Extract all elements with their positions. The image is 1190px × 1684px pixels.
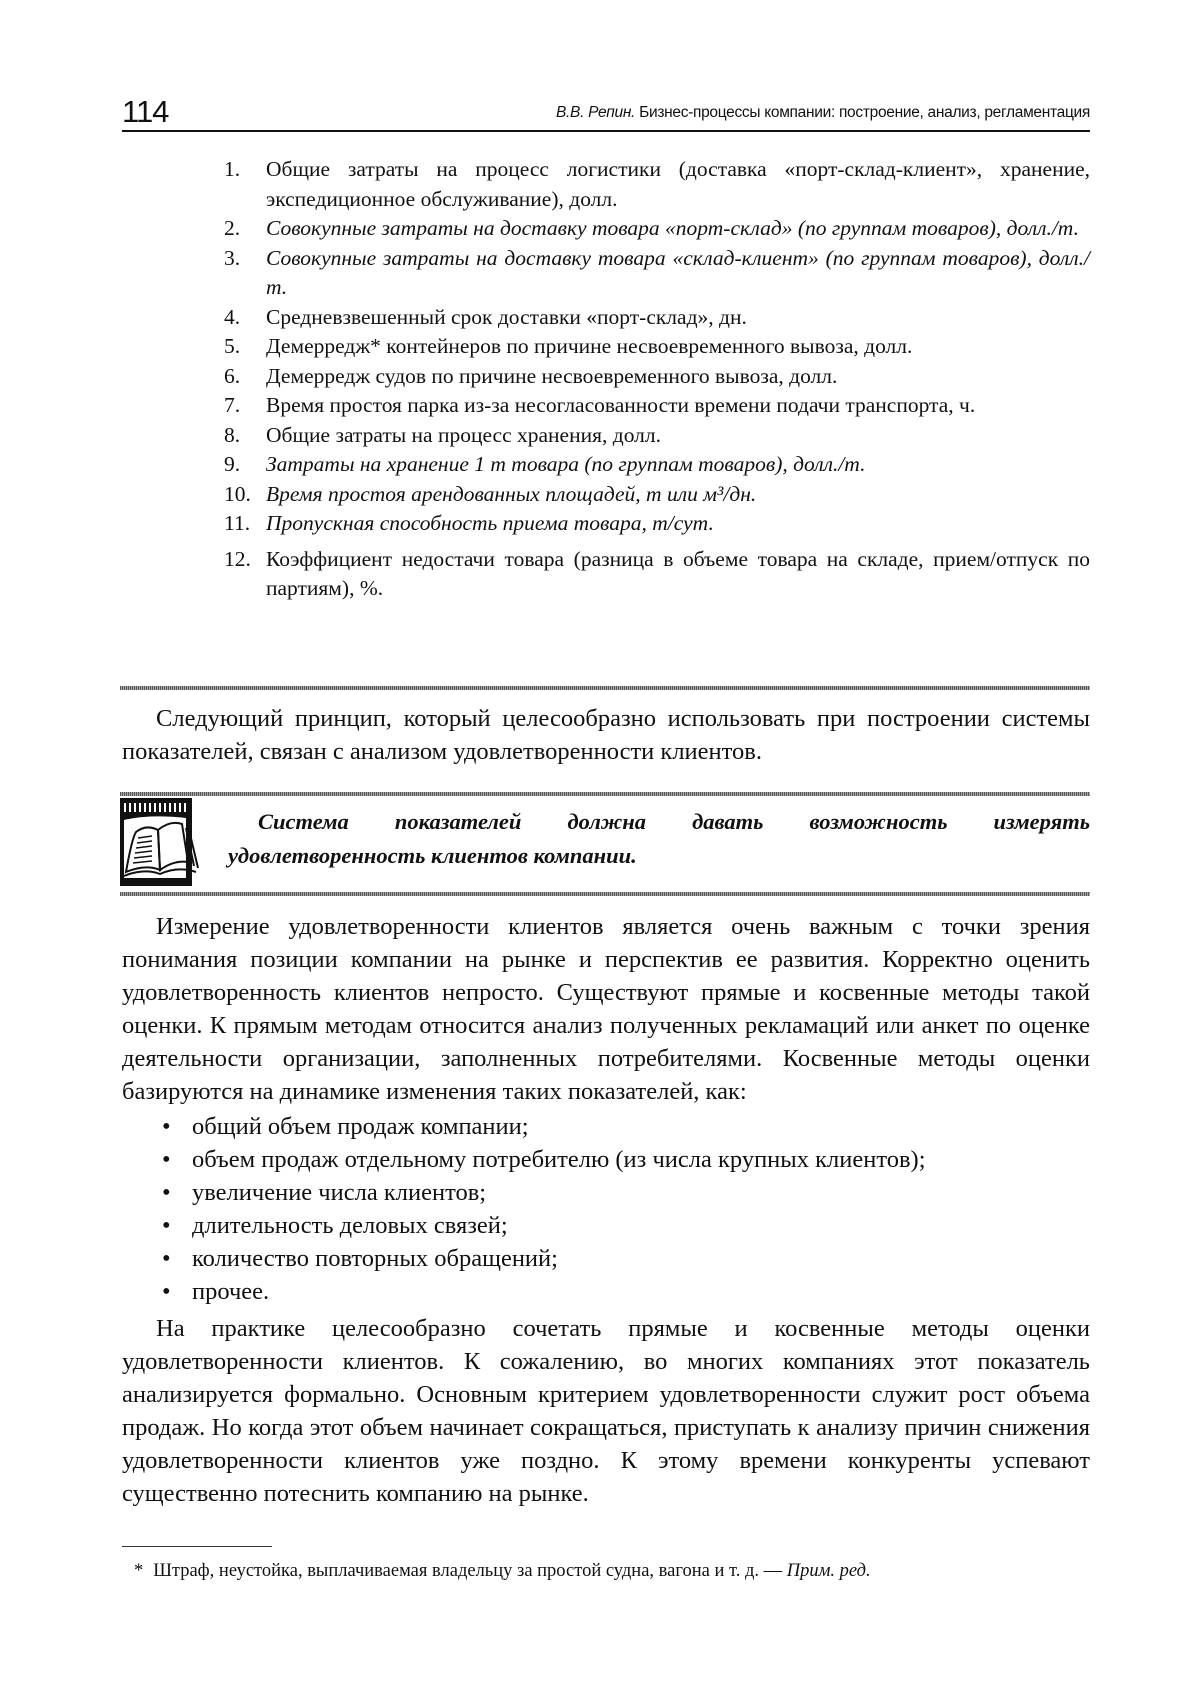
author-name: В.В. Репин. (556, 104, 636, 121)
bullet-item: • длительность деловых связей; (160, 1209, 1090, 1242)
list-item: 1. Общие затраты на процесс логистики (доставка «порт-склад-клиент», хранение, экспедиционное обслуживание), долл. (224, 157, 1090, 211)
list-item: 5. Демерредж* контейнеров по причине несвоевременного вывоза, долл. (224, 334, 913, 358)
list-item: 6. Демерредж судов по причине несвоевременного вывоза, долл. (224, 363, 838, 388)
list-item: 12. Коэффициент недостачи товара (разница в объеме товара на складе, прием/отпуск по партиям), %. (224, 546, 1090, 600)
footnote-editor-note: Прим. ред. (786, 1561, 871, 1581)
footnote-marker: * (134, 1561, 144, 1581)
list-item: 9. Затраты на хранение 1 т товара (по группам товаров), долл./т. (224, 452, 866, 476)
bullet-icon: • (162, 1179, 171, 1206)
page-number: 114 (122, 94, 169, 129)
bullet-item: • объем продаж отдельному потребителю (из числа крупных клиентов); (160, 1143, 1090, 1176)
paragraph-measurement: Измерение удовлетворенности клиентов является очень важным с точки зрения понимания позиции компании на рынке и перспектив ее развития. Корректно оценить удовлетворенность клиентов непросто. Существуют прямые и косвенные методы такой оценки. К прямым методам относится анализ полученных рекламаций или анкет по оценке деятельности организации, заполненных потребителями. Косвенные методы оценки базируются на динамике изменения таких показателей, как: (122, 913, 1090, 1105)
bullet-item: • увеличение числа клиентов; (160, 1176, 1090, 1209)
list-item: 3. Совокупные затраты на доставку товара «склад-клиент» (по группам товаров), долл./т. (224, 245, 1090, 299)
bullet-icon: • (162, 1278, 171, 1305)
list-item: 8. Общие затраты на процесс хранения, долл. (224, 422, 661, 447)
callout-top-divider (120, 792, 1090, 796)
bullet-item: • прочее. (160, 1275, 1090, 1308)
indirect-indicators-list (160, 1110, 1090, 1308)
bullet-item: • количество повторных обращений; (160, 1242, 1090, 1275)
running-header (122, 94, 1090, 132)
footnote-rule (122, 1546, 272, 1547)
running-title (556, 102, 1090, 124)
list-item: 2. Совокупные затраты на доставку товара «порт-склад» (по группам товаров), долл./т. (224, 216, 1079, 240)
bullet-item: • общий объем продаж компании; (160, 1110, 1090, 1143)
paragraph-practice: На практике целесообразно сочетать прямые и косвенные методы оценки удовлетворенности клиентов. К сожалению, во многих компаниях этот показатель анализируется формально. Основным критерием удовлетворенности служит рост объема продаж. Но когда этот объем начинает сокращаться, приступать к анализу причин снижения удовлетворенности клиентов уже поздно. К этому времени конкуренты успевают существенно потеснить компанию на рынке. (122, 1315, 1090, 1507)
list-item: 7. Время простоя парка из-за несогласованности времени подачи транспорта, ч. (224, 393, 976, 417)
bullet-icon: • (162, 1245, 171, 1272)
bullet-icon: • (162, 1146, 171, 1173)
indicators-list (224, 155, 1090, 604)
callout-bottom-divider (120, 892, 1090, 896)
footnote-text: Штраф, неустойка, выплачиваемая владельцу за простой судна, вагона и т. д. — (153, 1561, 783, 1581)
book-title: Бизнес-процессы компании: построение, анализ, регламентация (639, 104, 1090, 121)
paragraph-principle: Следующий принцип, который целесообразно использовать при построении системы показателей, связан с анализом удовлетворенности клиентов. (122, 705, 1090, 765)
open-book-icon (120, 798, 200, 886)
list-item: 10. Время простоя арендованных площадей, т или м³/дн. (224, 481, 757, 506)
callout-statement: Система показателей должна давать возможность измерять удовлетворенность клиентов компании. (228, 809, 1090, 868)
footnote (134, 1558, 1084, 1584)
list-item: 11. Пропускная способность приема товара, т/сут. (224, 511, 714, 535)
list-item: 4. Средневзвешенный срок доставки «порт-склад», дн. (224, 304, 747, 329)
section-divider (120, 686, 1090, 690)
bullet-icon: • (162, 1113, 171, 1140)
bullet-icon: • (162, 1212, 171, 1239)
